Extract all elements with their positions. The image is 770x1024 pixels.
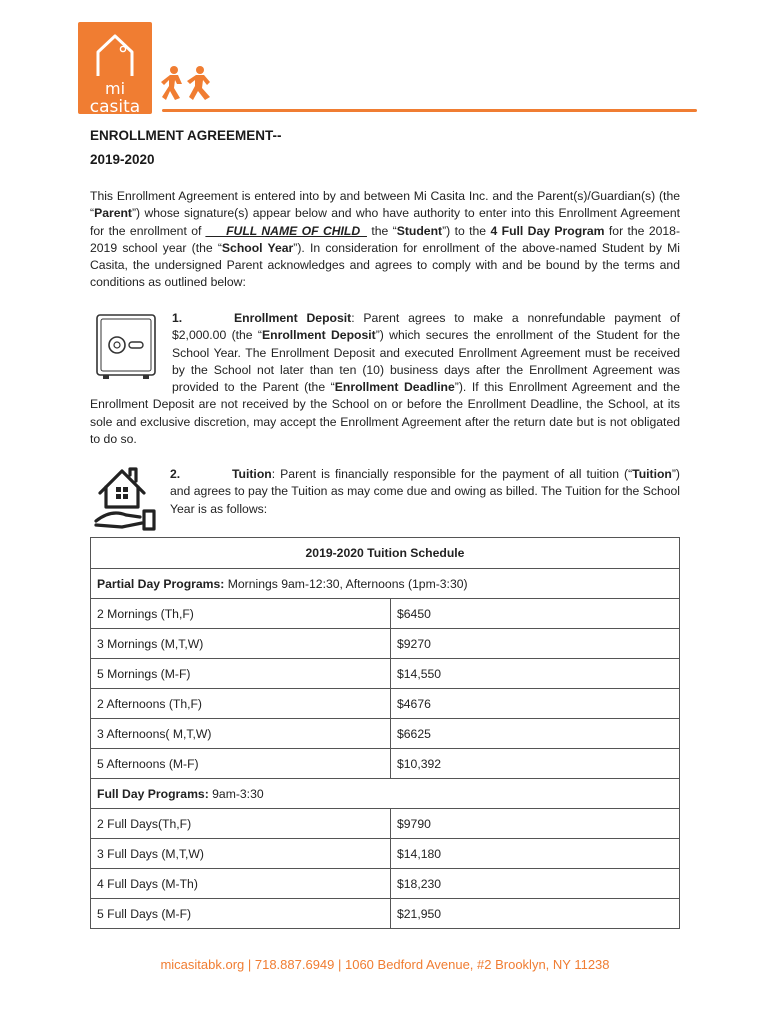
program-name: 2 Full Days(Th,F): [91, 809, 391, 839]
table-row: [91, 899, 680, 929]
table-row: [91, 749, 680, 779]
program-name: 2 Afternoons (Th,F): [91, 689, 391, 719]
partial-day-hours: Mornings 9am-12:30, Afternoons (1pm-3:30): [224, 576, 468, 591]
table-row: [91, 599, 680, 629]
program-price: $18,230: [391, 869, 680, 899]
partial-day-label: Partial Day Programs:: [97, 576, 225, 591]
program-price: $6625: [391, 719, 680, 749]
table-title: 2019-2020 Tuition Schedule: [91, 538, 680, 569]
program-name: 5 Full Days (M-F): [91, 899, 391, 929]
table-row: [91, 869, 680, 899]
program-price: $21,950: [391, 899, 680, 929]
table-row: [91, 689, 680, 719]
table-row: [91, 629, 680, 659]
section-tuition: 2. Tuition: Parent is financially responsible for the payment of all tuition (“Tuition”) and agrees to pay the Tuition as may come due and owing as billed. The Tuition for the School Year is as follows:: [170, 467, 680, 516]
logo-line-mi: mi: [104, 79, 126, 98]
program-name: 3 Mornings (M,T,W): [91, 629, 391, 659]
partial-day-group-row: [91, 569, 680, 599]
logo-line-casita: casita: [89, 97, 141, 117]
program-price: $4676: [391, 689, 680, 719]
running-children-icon: [160, 64, 218, 104]
program-price: $6450: [391, 599, 680, 629]
program-name: 4 Full Days (M-Th): [91, 869, 391, 899]
full-day-label: Full Day Programs:: [97, 786, 209, 801]
document-title: ENROLLMENT AGREEMENT--: [90, 128, 282, 143]
intro-paragraph: This Enrollment Agreement is entered into by and between Mi Casita Inc. and the Parent(s)/Guardian(s) (the “Parent”) whose signature(s) appear below and who have authority to enter into this Enrollment Agreement for the enrollment of ___FULL NAME OF CHILD_ the “Student”) to the 4 Full Day Program for the 2018-2019 school year (the “School Year”). In consideration for enrollment of the above-named Student by Mi Casita, the undersigned Parent acknowledges and agrees to comply with and be bound by the terms and conditions as outlined below:: [90, 189, 681, 290]
section-enrollment-deposit: 1. Enrollment Deposit: Parent agrees to make a nonrefundable payment of $2,000.00 (the “Enrollment Deposit”) which secures the enrollment of the Student for the School Year. The Enrollment Deposit and executed Enrollment Agreement must be received by the School not later than ten (10) business days after the Enrollment Agreement was provided to the Parent (the “Enrollment Deadline”). If this Enrollment Agreement and the Enrollment Deposit are not received by the School on or before the Enrollment Deadline, the School, at its sole and exclusive discretion, may accept the Enrollment Agreement after the return date but is not obligated to do so.: [90, 311, 681, 447]
program-price: $10,392: [391, 749, 680, 779]
full-day-hours: 9am-3:30: [208, 786, 264, 801]
program-price: $14,180: [391, 839, 680, 869]
mi-casita-logo: [78, 22, 152, 117]
table-row: [91, 719, 680, 749]
section-2-heading: Tuition: [232, 467, 272, 481]
footer-contact: micasitabk.org | 718.887.6949 | 1060 Bedford Avenue, #2 Brooklyn, NY 11238: [160, 957, 610, 972]
program-name: 5 Afternoons (M-F): [91, 749, 391, 779]
header-divider: [162, 109, 697, 112]
program-name: 3 Full Days (M,T,W): [91, 839, 391, 869]
section-1-heading: Enrollment Deposit: [234, 311, 352, 325]
program-name: 3 Afternoons( M,T,W): [91, 719, 391, 749]
tuition-schedule-table: [90, 537, 680, 929]
program-name: 2 Mornings (Th,F): [91, 599, 391, 629]
table-row: [91, 659, 680, 689]
table-row: [91, 839, 680, 869]
document-year: 2019-2020: [90, 152, 155, 167]
table-title-row: [91, 538, 680, 569]
full-day-group-row: [91, 779, 680, 809]
program-price: $9790: [391, 809, 680, 839]
program-price: $14,550: [391, 659, 680, 689]
program-price: $9270: [391, 629, 680, 659]
section-2-number: 2.: [170, 467, 181, 481]
child-name-field: ___FULL NAME OF CHILD_: [205, 223, 367, 238]
table-row: [91, 809, 680, 839]
program-name: 5 Mornings (M-F): [91, 659, 391, 689]
section-1-number: 1.: [172, 311, 183, 325]
